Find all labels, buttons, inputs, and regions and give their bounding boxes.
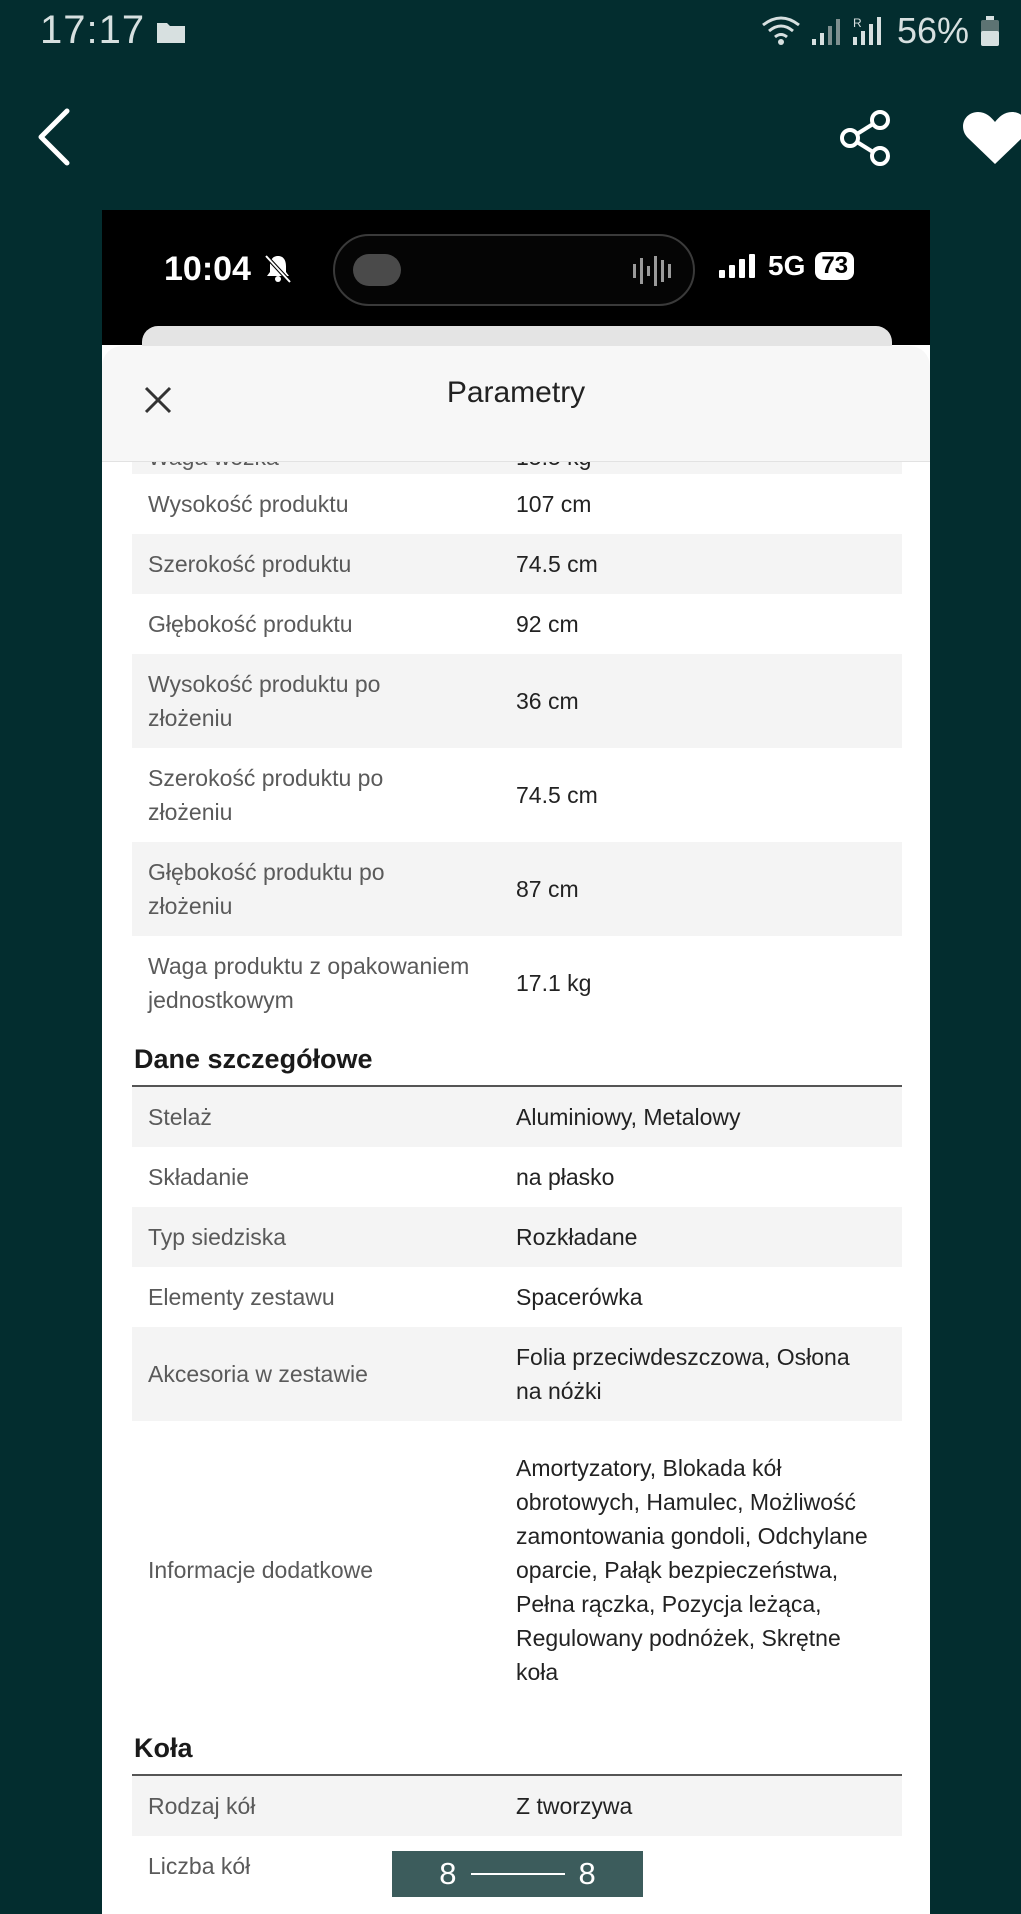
param-value: 74.5 cm (516, 551, 598, 577)
param-row (132, 936, 902, 1030)
param-key: Informacje dodatkowe (148, 1557, 374, 1583)
cellular-icon (718, 253, 758, 279)
param-key: Elementy zestawu (148, 1284, 335, 1310)
roaming-signal-icon (851, 15, 887, 47)
param-row (132, 474, 902, 534)
param-value: 36 cm (516, 688, 579, 714)
param-key: Wysokość produktu po złożeniu (148, 671, 381, 731)
param-value: na płasko (516, 1164, 615, 1190)
param-key: Stelaż (148, 1104, 212, 1130)
back-icon (35, 107, 71, 167)
param-value: Z tworzywa (516, 1793, 633, 1819)
param-row (132, 1327, 902, 1421)
sheet-title: Parametry (446, 376, 586, 409)
pager-current: 8 (439, 1856, 457, 1891)
param-row (132, 748, 902, 842)
param-row (132, 534, 902, 594)
ios-battery: 73 (815, 252, 854, 280)
param-row (132, 1147, 902, 1207)
favorite-button[interactable] (960, 108, 1021, 168)
param-row (132, 842, 902, 936)
image-pager (392, 1851, 643, 1897)
sheet-header (102, 346, 930, 462)
param-key: Głębokość produktu po złożeniu (148, 859, 385, 919)
pager-total: 8 (578, 1856, 596, 1891)
pager-divider (471, 1873, 565, 1875)
heart-icon (960, 108, 1021, 168)
param-key: Szerokość produktu po złożeniu (148, 765, 384, 825)
section-title-details: Dane szczegółowe (132, 1030, 902, 1087)
param-key: Akcesoria w zestawie (148, 1361, 368, 1387)
battery-icon (979, 15, 1001, 47)
param-value: Rozkładane (516, 1224, 638, 1250)
bell-muted-icon (262, 252, 294, 284)
ios-network: 5G (768, 250, 806, 281)
param-value: 74.5 cm (516, 782, 598, 808)
folder-icon (156, 20, 186, 44)
ios-time: 10:04 (164, 250, 251, 288)
param-value: 107 cm (516, 491, 592, 517)
ios-status-bar (102, 210, 930, 345)
param-value: 92 cm (516, 611, 579, 637)
param-value: Amortyzatory, Blokada kół obrotowych, Hamulec, Możliwość zamontowania gondoli, Odchylane oparcie, Pałąk bezpieczeństwa, Pełna rączka, Pozycja leżąca, Regulowany podnóżek, Skrętne koła (516, 1455, 868, 1685)
param-row (132, 594, 902, 654)
back-button[interactable] (28, 104, 78, 170)
share-button[interactable] (836, 108, 896, 168)
param-value: Spacerówka (516, 1284, 643, 1310)
status-time: 17:17 (40, 8, 146, 52)
param-key: Typ siedziska (148, 1224, 287, 1250)
dynamic-island (333, 234, 695, 306)
param-row (132, 1421, 902, 1719)
battery-percent: 56% (896, 10, 969, 51)
param-row (132, 1087, 902, 1147)
param-value: Aluminiowy, Metalowy (516, 1104, 741, 1130)
audio-wave-icon (631, 254, 675, 288)
parameters-list (132, 440, 902, 1896)
param-row (132, 1207, 902, 1267)
param-row (132, 654, 902, 748)
param-key: Głębokość produktu (148, 611, 353, 637)
island-activity-icon (353, 254, 401, 286)
svg-text:R: R (852, 16, 862, 30)
param-value: 17.1 kg (516, 970, 592, 996)
signal-icon (811, 15, 841, 47)
param-key: Liczba kół (148, 1853, 251, 1879)
param-key: Składanie (148, 1164, 250, 1190)
embedded-screenshot (102, 210, 930, 1914)
param-value: Folia przeciwdeszczowa, Osłona na nóżki (516, 1344, 850, 1404)
section-title-wheels: Koła (132, 1719, 902, 1776)
param-row (132, 1776, 902, 1836)
wifi-icon (761, 15, 801, 47)
param-key: Wysokość produktu (148, 491, 349, 517)
param-key: Szerokość produktu (148, 551, 352, 577)
param-value: 87 cm (516, 876, 579, 902)
parameters-sheet (102, 346, 930, 1914)
share-icon (836, 108, 896, 168)
param-row (132, 1267, 902, 1327)
param-key: Rodzaj kół (148, 1793, 256, 1819)
status-bar (0, 0, 1021, 66)
param-key: Waga produktu z opakowaniem jednostkowym (148, 953, 470, 1013)
